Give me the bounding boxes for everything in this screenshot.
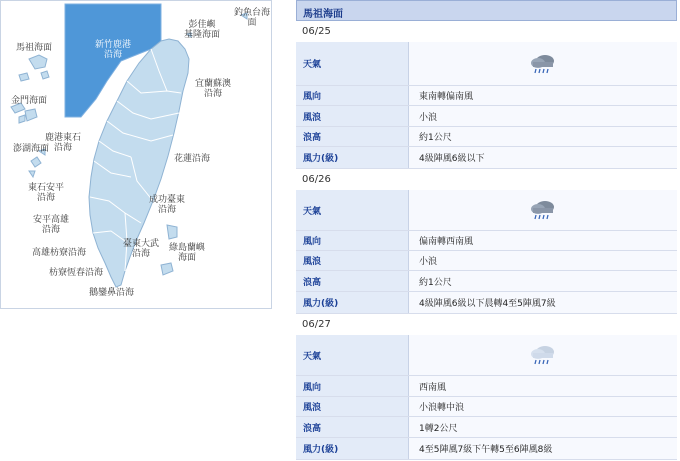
area-label-hualien[interactable]: 花蓮沿海 <box>174 154 211 164</box>
wind-direction-value: 偏南轉西南風 <box>409 231 677 250</box>
wind-direction-value: 西南風 <box>409 376 677 396</box>
forecast-table <box>296 0 677 461</box>
wave-height-row <box>296 271 677 292</box>
weather-row <box>296 42 677 86</box>
area-label-taitung-dawu[interactable]: 臺東大武 沿海 <box>123 239 160 259</box>
wave-value: 小浪轉中浪 <box>409 397 677 416</box>
wind-direction-label: 風向 <box>296 86 409 105</box>
wind-force-value: 4級陣風6級以下 <box>409 147 677 168</box>
wind-direction-label: 風向 <box>296 376 409 396</box>
wave-height-row <box>296 417 677 438</box>
weather-label: 天氣 <box>296 335 409 375</box>
wind-force-value: 4級陣風6級以下晨轉4至5陣風7級 <box>409 292 677 313</box>
wind-direction-row <box>296 376 677 397</box>
wind-force-label: 風力(級) <box>296 147 409 168</box>
weather-label: 天氣 <box>296 42 409 85</box>
wave-height-row <box>296 127 677 147</box>
sea-area-map <box>0 0 272 309</box>
wind-force-label: 風力(級) <box>296 292 409 313</box>
weather-value <box>409 190 677 230</box>
area-label-hsinchu-lukang[interactable]: 新竹鹿港 沿海 <box>95 40 132 60</box>
area-label-penghu[interactable]: 澎湖海面 <box>13 144 50 154</box>
region-title: 馬祖海面 <box>296 0 677 21</box>
wind-direction-label: 風向 <box>296 231 409 250</box>
area-label-kinmen[interactable]: 金門海面 <box>11 96 48 106</box>
wave-row <box>296 397 677 417</box>
wave-label: 風浪 <box>296 397 409 416</box>
wave-label: 風浪 <box>296 251 409 270</box>
wave-height-value: 約1公尺 <box>409 271 677 291</box>
wave-height-label: 浪高 <box>296 127 409 146</box>
area-label-lukang-dongshih[interactable]: 鹿港東石 沿海 <box>45 133 82 153</box>
rain-cloud-icon <box>528 52 558 76</box>
area-label-pengjia-keelung[interactable]: 彭佳嶼 基隆海面 <box>184 20 221 40</box>
wave-height-label: 浪高 <box>296 271 409 291</box>
wave-height-value: 1轉2公尺 <box>409 417 677 437</box>
area-label-kaohsiung-fangliao[interactable]: 高雄枋寮沿海 <box>32 248 87 258</box>
wind-direction-value: 東南轉偏南風 <box>409 86 677 105</box>
area-label-anping-kaohsiung[interactable]: 安平高雄 沿海 <box>33 215 70 235</box>
wave-value: 小浪 <box>409 251 677 270</box>
weather-value <box>409 335 677 375</box>
weather-row <box>296 190 677 231</box>
area-label-chenggong-taitung[interactable]: 成功臺東 沿海 <box>149 195 186 215</box>
wind-direction-row <box>296 231 677 251</box>
area-label-diaoyutai[interactable]: 釣魚台海面 <box>233 8 270 28</box>
wind-force-label: 風力(級) <box>296 438 409 459</box>
wave-height-label: 浪高 <box>296 417 409 437</box>
date-row: 06/26 <box>296 169 677 190</box>
weather-value <box>409 42 677 85</box>
wind-force-row <box>296 292 677 314</box>
weather-row <box>296 335 677 376</box>
date-row: 06/27 <box>296 314 677 335</box>
rain-cloud-icon <box>528 198 558 222</box>
wind-force-value: 4至5陣風7級下午轉5至6陣風8級 <box>409 438 677 459</box>
date-row: 06/25 <box>296 21 677 42</box>
wave-label: 風浪 <box>296 106 409 126</box>
area-label-green-lanyu[interactable]: 綠島蘭嶼 海面 <box>169 243 206 263</box>
wind-force-row <box>296 438 677 460</box>
wave-value: 小浪 <box>409 106 677 126</box>
wind-force-row <box>296 147 677 169</box>
area-label-matsu[interactable]: 馬祖海面 <box>16 43 53 53</box>
area-label-eluanbi[interactable]: 鵝鑾鼻沿海 <box>89 288 135 298</box>
area-label-yilan-suao[interactable]: 宜蘭蘇澳 沿海 <box>195 79 232 99</box>
area-label-fangliao-hengchun[interactable]: 枋寮恆春沿海 <box>49 268 104 278</box>
wave-height-value: 約1公尺 <box>409 127 677 146</box>
cloud-rain-icon <box>528 343 558 367</box>
wave-row <box>296 106 677 127</box>
weather-label: 天氣 <box>296 190 409 230</box>
wind-direction-row <box>296 86 677 106</box>
wave-row <box>296 251 677 271</box>
area-label-dongshih-anping[interactable]: 東石安平 沿海 <box>28 183 65 203</box>
